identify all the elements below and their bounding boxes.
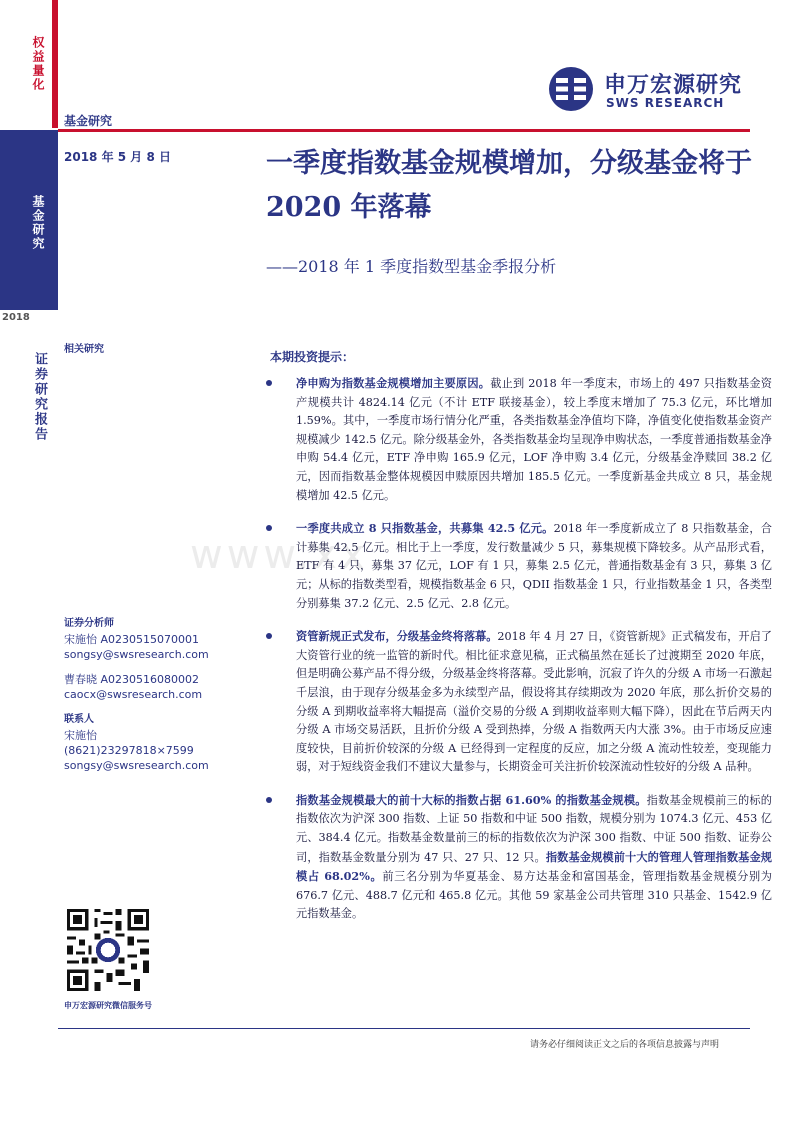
analyst-heading: 证券分析师 bbox=[64, 618, 114, 629]
report-title: 一季度指数基金规模增加，分级基金将于 2020 年落幕 bbox=[266, 148, 752, 223]
tip-lead: 资管新规正式发布，分级基金终将落幕。 bbox=[296, 629, 498, 644]
tip-text-2: 前三名分别为华夏基金、易方达基金和富国基金，管理指数基金规模分别为 676.7 亿元、488.7 亿元和 465.8 亿元。其他 59 家基金公司共管理 310 只基金、1542.9 亿元指数基金。 bbox=[296, 870, 772, 921]
brand-name-en: SWS RESEARCH bbox=[606, 96, 725, 110]
tips-heading: 本期投资提示： bbox=[270, 350, 355, 364]
disclaimer-note: 请务必仔细阅读正文之后的各项信息披露与声明 bbox=[530, 1040, 720, 1050]
tip-item bbox=[262, 374, 772, 505]
tip-lead: 净申购为指数基金规模增加主要原因。 bbox=[296, 376, 491, 390]
footer-rule bbox=[58, 1028, 750, 1029]
tip-lead: 一季度共成立 8 只指数基金，共募集 42.5 亿元。 bbox=[296, 521, 554, 536]
analyst-2-name: 曹春晓 A0230516080002 bbox=[64, 673, 200, 686]
watermark: www.xx bbox=[190, 532, 369, 578]
tip-lead-2: 指数基金规模前十大的管理人管理指数基金规模占 68.02%。 bbox=[296, 849, 772, 884]
tip-lead: 指数基金规模最大的前十大标的指数占据 61.60% 的指数基金规模。 bbox=[296, 792, 647, 807]
section-label: 基金研究 bbox=[64, 114, 113, 128]
brand-name-cn: 申万宏源研究 bbox=[604, 73, 743, 98]
header-rule bbox=[58, 129, 750, 132]
analyst-1-name: 宋施怡 A0230515070001 bbox=[64, 633, 200, 646]
tip-text: 2018 年一季度新成立了 8 只指数基金，合计募集 42.5 亿元。相比于上一季度，发行数量减少 5 只，募集规模下降较多。从产品形式看，ETF 有 4 只，募集 37 亿元，LOF 有 1 只，募集 2.5 亿元，普通指数基金有 3 只，募集 3 亿元；从标的指数类型看，规模指数基金 6 只，QDII 指数基金 1 只，行业指数基金 1 只，各类型分别募集 37.2 亿元、2.5 亿元、2.8 亿元。 bbox=[296, 522, 772, 610]
sidebar-red-block bbox=[0, 0, 58, 128]
sidebar-blue-block bbox=[0, 130, 58, 310]
related-research-label: 相关研究 bbox=[64, 344, 104, 355]
bullet-dot-icon bbox=[266, 380, 272, 386]
analyst-block bbox=[64, 616, 254, 773]
qr-caption: 申万宏源研究微信服务号 bbox=[64, 1001, 152, 1010]
sidebar-tag-fund: 基金研究 bbox=[31, 195, 45, 251]
tip-text: 截止到 2018 年一季度末，市场上的 497 只指数基金资产规模共计 4824.14 亿元（不计 ETF 联接基金），较上季度末增加了 75.3 亿元，环比增加 1.59%。其中，一季度市场行情分化严重，各类指数基金净值均下降，净值变化使指数基金资产规模减少 142.5 亿元。除分级基金外，各类指数基金均呈现净申购状态，一季度普通指数基金净申购 54.4 亿元，ETF 净申购 165.9 亿元，LOF 净申购 3.4 亿元，分级基金净赎回 38.2 亿元，因而指数基金整体规模因申赎原因共增加 185.5 亿元。一季度新基金共成立 8 只，基金规模增加 42.5 亿元。 bbox=[296, 377, 772, 502]
sws-logo-icon bbox=[548, 66, 594, 112]
report-subtitle: ——2018 年 1 季度指数型基金季报分析 bbox=[266, 257, 557, 276]
report-date: 2018 年 5 月 8 日 bbox=[64, 150, 171, 164]
wechat-qr-code bbox=[64, 906, 152, 994]
contact-name: 宋施怡 bbox=[64, 729, 97, 742]
sidebar-tag-report: 证券研究报告 bbox=[32, 352, 47, 442]
sidebar-year: 2018 bbox=[2, 312, 30, 323]
tip-item bbox=[262, 627, 772, 777]
brand-logo bbox=[548, 66, 763, 112]
tips-list bbox=[262, 374, 772, 924]
contact-phone: (8621)23297818×7599 bbox=[64, 744, 194, 757]
tip-text: 指数基金规模前三的标的指数依次为沪深 300 指数、上证 50 指数和中证 500 指数，规模分别为 1074.3 亿元、453 亿元、384.4 亿元。指数基金数量前三的标的指数依次为沪深 300 指数、中证 500 指数、证券公司，指数基金数量分别为 47 只、27 只、12 只。 bbox=[296, 793, 772, 864]
tip-item bbox=[262, 519, 772, 613]
sidebar-tag-quant: 权益量化 bbox=[31, 36, 45, 92]
tip-text: 2018 年 4 月 27 日，《资管新规》正式稿发布，开启了大资管行业的统一监管的新时代。相比征求意见稿，正式稿虽然在延长了过渡期至 2020 年底，但是明确公募产品不得分级，分级基金终将落幕。受此影响，沉寂了许久的分级 A 市场一石激起千层浪，由于现存分级基金多为永续型产品，假设将其存续期改为 2020 年底，那么折价交易的分级 A 到期收益率将大幅提高（溢价交易的分级 A 到期收益率则大幅下降），因此在节后两天内分级 A 市场交易活跃，且折价分级 A 受到热捧，分级 A 指数两天内大涨 3%。由于市场反应速度较快，目前折价较深的分级 A 已经得到一定程度的反应，加之分级 A 流动性较差，变现能力弱，对于短线资金我们不建议大量参与，长期资金可关注折价较深流动性较好的分级 A 品种。 bbox=[296, 630, 772, 774]
contact-email[interactable]: songsy@swsresearch.com bbox=[64, 759, 209, 772]
bullet-dot-icon bbox=[266, 633, 272, 639]
bullet-dot-icon bbox=[266, 797, 272, 803]
analyst-1-email[interactable]: songsy@swsresearch.com bbox=[64, 648, 209, 661]
contact-heading: 联系人 bbox=[64, 714, 94, 725]
bullet-dot-icon bbox=[266, 525, 272, 531]
tip-item bbox=[262, 791, 772, 924]
analyst-2-email[interactable]: caocx@swsresearch.com bbox=[64, 688, 203, 701]
